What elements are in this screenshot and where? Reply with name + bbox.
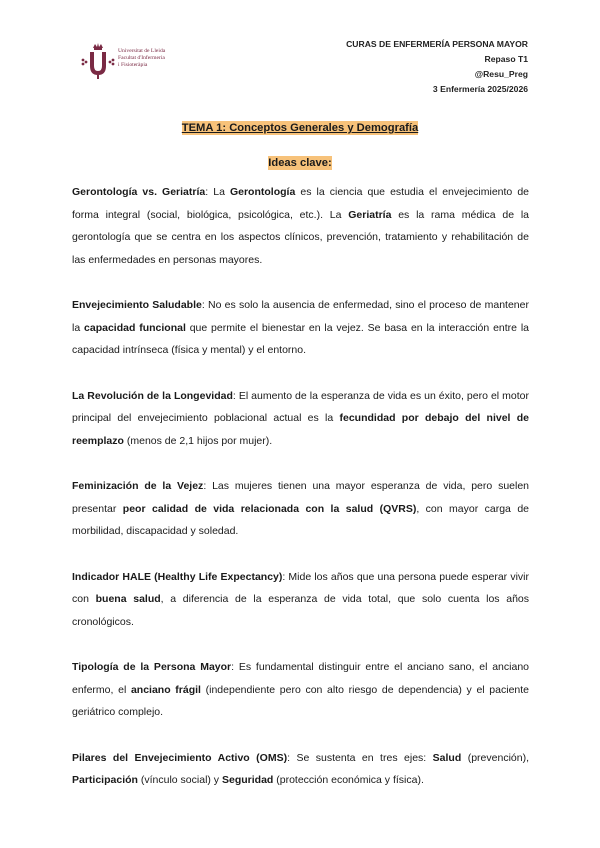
bold-term: Tipología de la Persona Mayor	[72, 661, 232, 673]
paragraph-text: (independiente pero con alto riesgo de dependencia) y el paciente geriátrico complejo.	[72, 683, 529, 718]
bold-term: fecundidad por debajo del nivel de reemplazo	[72, 412, 529, 447]
key-idea-paragraph	[72, 181, 529, 271]
paragraph-text: es la rama médica de la gerontología que se centra en los aspectos clínicos, prevención, tratamiento y rehabilitación de las enfermedades en personas mayores.	[72, 208, 529, 266]
key-idea-paragraph	[72, 747, 529, 792]
logo-line: i Fisioteràpia	[118, 62, 148, 68]
bold-term: Indicador HALE (Healthy Life Expectancy)	[72, 570, 283, 583]
university-logo	[78, 42, 188, 82]
paragraph-text: : Mide los años que una persona puede esperar vivir con	[72, 570, 529, 605]
key-ideas-content	[72, 181, 529, 815]
section-subtitle	[0, 153, 600, 171]
bold-term: Gerontología	[229, 186, 296, 198]
bold-term: peor calidad de vida relacionada con la salud (QVRS)	[122, 502, 417, 515]
key-idea-paragraph	[72, 475, 529, 543]
paragraph-text: : Las mujeres tienen una mayor esperanza de vida, pero suelen presentar	[72, 480, 530, 515]
paragraph-text: , con mayor carga de morbilidad, discapacidad y soledad.	[72, 502, 530, 537]
bold-term: Gerontología vs. Geriatría	[72, 186, 206, 198]
bold-term: Feminización de la Vejez	[72, 480, 204, 492]
paragraph-text: que permite el bienestar en la vejez. Se basa en la interacción entre la capacidad intrínseca (física y mental) y el entorno.	[72, 321, 529, 356]
bold-term: Pilares del Envejecimiento Activo (OMS)	[72, 751, 288, 764]
paragraph-text: (menos de 2,1 hijos por mujer).	[123, 434, 273, 447]
paragraph-text: (protección económica y física).	[273, 774, 424, 786]
paragraph-text: : La	[205, 186, 230, 198]
paragraph-text: : Es fundamental distinguir entre el anciano sano, el anciano enfermo, el	[72, 661, 530, 696]
bold-term: Salud	[432, 751, 462, 764]
logo-line: Facultat d'Infermeria	[118, 55, 165, 61]
university-logo-text	[118, 48, 165, 69]
bold-term: La Revolución de la Longevidad	[72, 389, 233, 402]
bold-term: Seguridad	[221, 774, 274, 786]
paragraph-text: (prevención),	[461, 751, 530, 764]
bold-term: capacidad funcional	[84, 321, 186, 334]
title-text: TEMA 1: Conceptos Generales y Demografía	[181, 122, 419, 134]
bold-term: Participación	[72, 774, 138, 786]
paragraph-text: : No es solo la ausencia de enfermedad, sino el proceso de mantener la	[72, 299, 529, 334]
key-idea-paragraph	[72, 294, 529, 362]
course-name: CURAS DE ENFERMERÍA PERSONA MAYOR	[346, 39, 528, 49]
logo-line: Universitat de Lleida	[118, 48, 166, 54]
bold-term: Envejecimiento Saludable	[72, 299, 202, 311]
key-idea-paragraph	[72, 566, 529, 634]
document-title	[0, 118, 600, 136]
subtitle-text: Ideas clave:	[268, 157, 332, 169]
key-idea-paragraph	[72, 656, 529, 724]
author-handle: @Resu_Preg	[474, 69, 528, 79]
page-header	[346, 37, 528, 97]
paragraph-text: : El aumento de la esperanza de vida es un éxito, pero el motor principal del envejecimiento poblacional actual es la	[72, 389, 529, 424]
review-label: Repaso T1	[484, 54, 528, 64]
paragraph-text: , a diferencia de la esperanza de vida total, que solo cuenta los años cronológicos.	[72, 593, 530, 628]
key-idea-paragraph	[72, 385, 529, 453]
bold-term: Geriatría	[348, 208, 392, 221]
course-year: 3 Enfermería 2025/2026	[432, 84, 528, 94]
paragraph-text: : Se sustenta en tres ejes:	[287, 751, 433, 764]
paragraph-text: (vínculo social) y	[137, 774, 222, 786]
university-emblem-icon	[78, 42, 118, 82]
bold-term: anciano frágil	[130, 683, 201, 696]
paragraph-text: es la ciencia que estudia el envejecimiento de forma integral (social, biológica, psicológica, etc.). La	[72, 186, 530, 221]
bold-term: buena salud	[95, 593, 161, 605]
